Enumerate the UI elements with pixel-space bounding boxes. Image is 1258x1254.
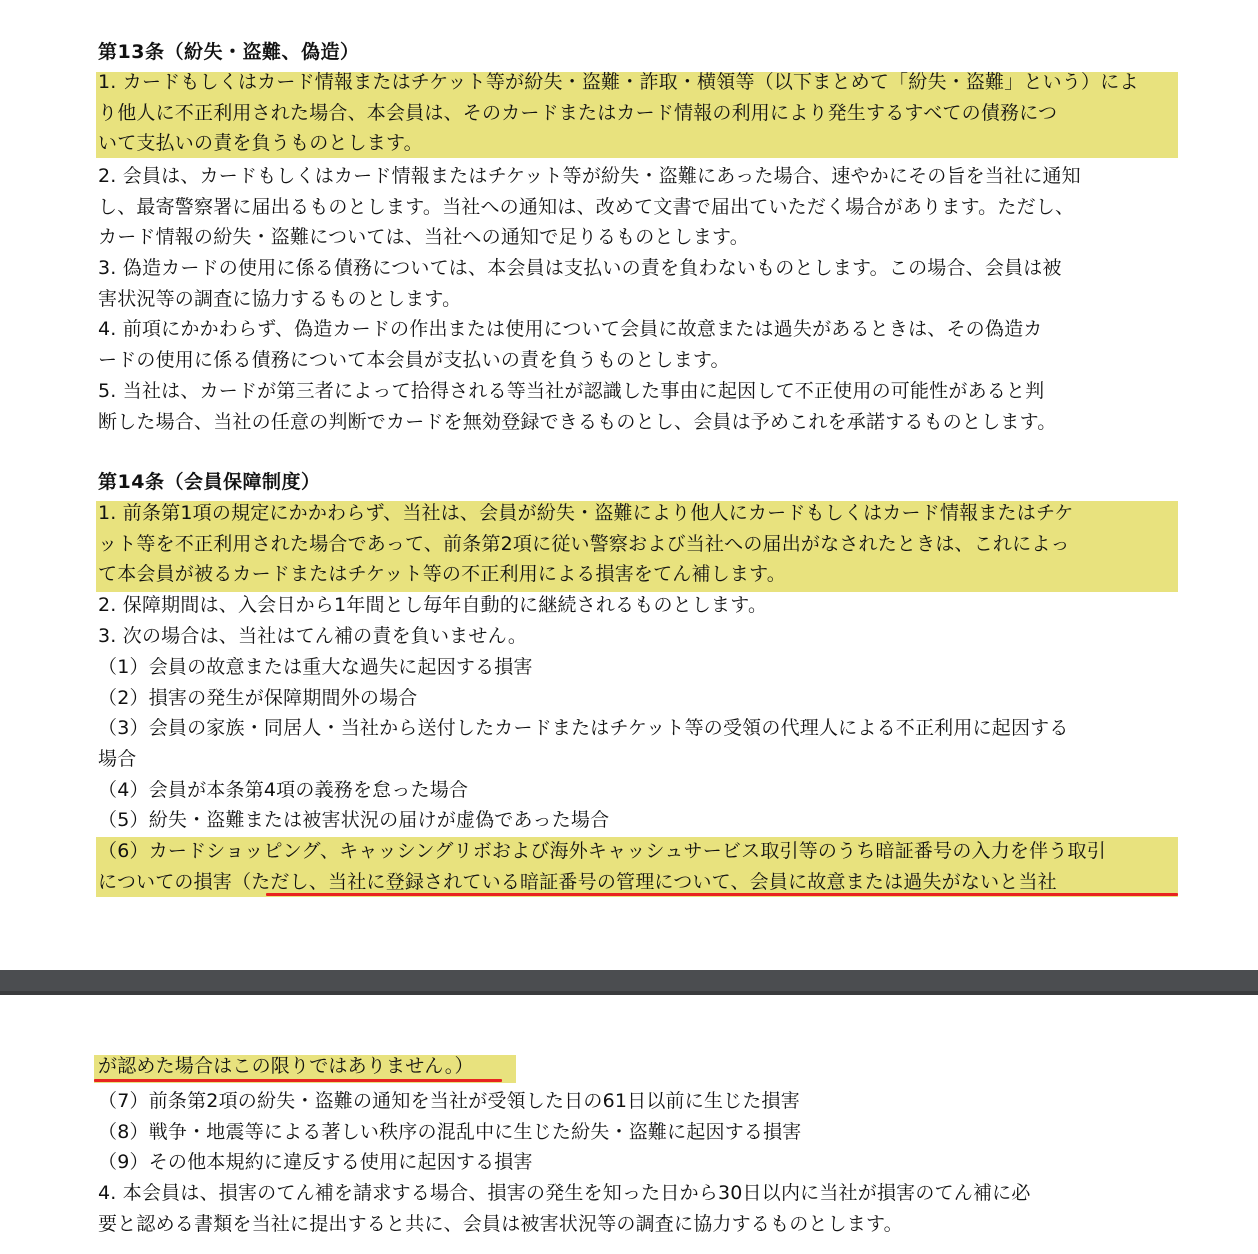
article-14-exclusion-list bbox=[98, 652, 1178, 836]
article-13-heading: 第13条（紛失・盗難、偽造） bbox=[98, 41, 360, 63]
text-line: し、最寄警察署に届出るものとします。当社への通知は、改めて文書で届出ていただく場合があります。ただし、 bbox=[98, 195, 1075, 218]
list-item: （7）前条第2項の紛失・盗難の通知を当社が受領した日の61日以前に生じた損害 bbox=[98, 1090, 800, 1112]
text-line: 2. 会員は、カードもしくはカード情報またはチケット等が紛失・盗難にあった場合、速やかにその旨を当社に通知 bbox=[98, 165, 1081, 187]
text-line: 断した場合、当社の任意の判断でカードを無効登録できるものとし、会員は予めこれを承諾するものとします。 bbox=[98, 410, 1057, 433]
text-line: 1. 前条第1項の規定にかかわらず、当社は、会員が紛失・盗難により他人にカードもしくはカード情報またはチケ bbox=[98, 502, 1074, 524]
text-line: 4. 本会員は、損害のてん補を請求する場合、損害の発生を知った日から30日以内に当社が損害のてん補に必 bbox=[98, 1182, 1031, 1204]
continuation-underlined-text: が認めた場合はこの限りではありません。 bbox=[98, 1055, 455, 1077]
item-6-underlined-text: ただし、当社に登録されている暗証番号の管理について、会員に故意または過失がないと当社 bbox=[251, 870, 1057, 893]
article-14-paragraph-4 bbox=[98, 1178, 1178, 1239]
text-line: 1. カードもしくはカード情報またはチケット等が紛失・盗難・詐取・横領等（以下まとめて「紛失・盗難」という）によ bbox=[98, 71, 1139, 93]
text-line: 要と認める書類を当社に提出すると共に、会員は被害状況等の調査に協力するものとします。 bbox=[98, 1212, 903, 1235]
list-item: （2）損害の発生が保障期間外の場合 bbox=[98, 686, 418, 709]
red-underline-annotation-continuation bbox=[94, 1079, 502, 1082]
item-6-plain-text: についての損害（ bbox=[98, 870, 252, 893]
list-item: （1）会員の故意または重大な過失に起因する損害 bbox=[98, 656, 533, 678]
text-line: 2. 保障期間は、入会日から1年間とし毎年自動的に継続されるものとします。 bbox=[98, 594, 768, 616]
text-line: 3. 次の場合は、当社はてん補の責を負いません。 bbox=[98, 625, 528, 647]
article-14-paragraph-3 bbox=[98, 621, 1178, 652]
page-separator bbox=[0, 970, 1258, 995]
list-item: （9）その他本規約に違反する使用に起因する損害 bbox=[98, 1151, 533, 1174]
item-6-continuation bbox=[98, 1051, 1178, 1082]
article-13-paragraph-5 bbox=[98, 376, 1178, 437]
article-13-paragraph-3 bbox=[98, 253, 1178, 314]
text-line: ードの使用に係る債務について本会員が支払いの責を負うものとします。 bbox=[98, 348, 730, 371]
list-item: （8）戦争・地震等による著しい秩序の混乱中に生じた紛失・盗難に起因する損害 bbox=[98, 1120, 802, 1143]
list-item: （6）カードショッピング、キャッシングリボおよび海外キャッシュサービス取引等のうち暗証番号の入力を伴う取引 bbox=[98, 840, 1106, 862]
text-line: いて支払いの責を負うものとします。 bbox=[98, 132, 423, 155]
red-underline-annotation bbox=[266, 893, 1178, 896]
article-14-heading: 第14条（会員保障制度） bbox=[98, 471, 321, 493]
list-item: （3）会員の家族・同居人・当社から送付したカードまたはチケット等の受領の代理人による不正利用に起因する bbox=[98, 717, 1069, 740]
text-line: て本会員が被るカードまたはチケット等の不正利用による損害をてん補します。 bbox=[98, 563, 786, 586]
text-line: 害状況等の調査に協力するものとします。 bbox=[98, 287, 462, 310]
article-14-item-6 bbox=[98, 836, 1178, 897]
article-14-paragraph-2 bbox=[98, 590, 1178, 621]
list-item: （5）紛失・盗難または被害状況の届けが虚偽であった場合 bbox=[98, 809, 610, 832]
list-item: 場合 bbox=[98, 748, 137, 771]
article-14-paragraph-1 bbox=[98, 498, 1178, 590]
text-line: カード情報の紛失・盗難については、当社への通知で足りるものとします。 bbox=[98, 226, 749, 249]
article-13-paragraph-2 bbox=[98, 161, 1178, 253]
text-line: ット等を不正利用された場合であって、前条第2項に従い警察および当社への届出がなされたときは、これによっ bbox=[98, 532, 1070, 555]
article-13-paragraph-1 bbox=[98, 67, 1178, 159]
continuation-tail: ） bbox=[454, 1055, 474, 1077]
document-page-2 bbox=[0, 995, 1258, 1254]
text-line: 5. 当社は、カードが第三者によって拾得される等当社が認識した事由に起因して不正使用の可能性があると判 bbox=[98, 380, 1045, 402]
text-line: 3. 偽造カードの使用に係る債務については、本会員は支払いの責を負わないものとします。この場合、会員は被 bbox=[98, 257, 1062, 279]
article-14-exclusion-list-continued bbox=[98, 1086, 1178, 1178]
text-line: 4. 前項にかかわらず、偽造カードの作出または使用について会員に故意または過失があるときは、その偽造カ bbox=[98, 318, 1043, 340]
list-item: （4）会員が本条第4項の義務を怠った場合 bbox=[98, 778, 469, 801]
text-line: り他人に不正利用された場合、本会員は、そのカードまたはカード情報の利用により発生するすべての債務につ bbox=[98, 101, 1058, 124]
text-line bbox=[98, 1051, 1178, 1082]
article-13-paragraph-4 bbox=[98, 314, 1178, 375]
